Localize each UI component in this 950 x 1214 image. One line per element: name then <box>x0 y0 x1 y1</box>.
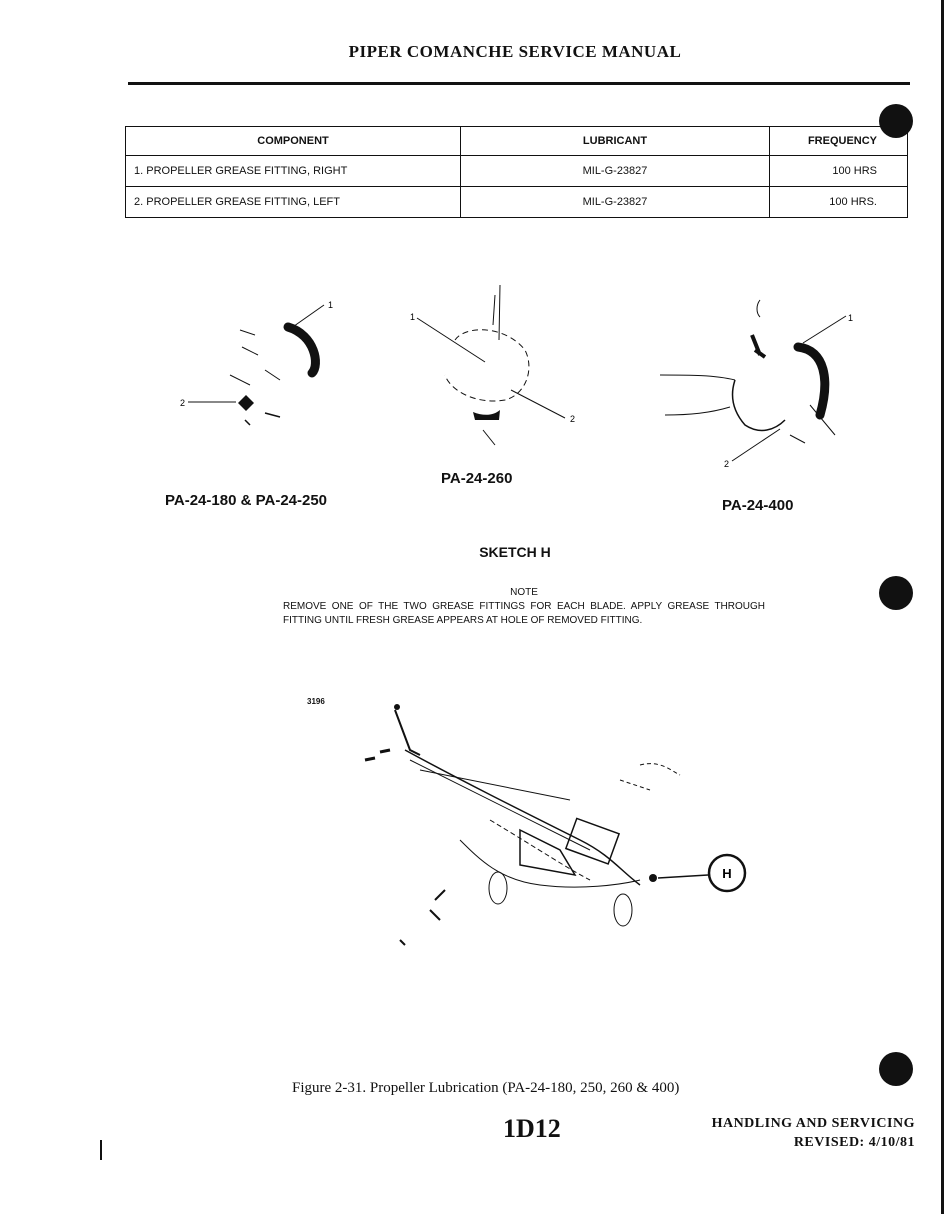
cell-lubricant: MIL-G-23827 <box>461 156 770 187</box>
propeller-hub-illustration-center <box>405 280 580 450</box>
figure-label-left: PA-24-180 & PA-24-250 <box>165 492 328 509</box>
binder-hole-mark <box>879 104 913 138</box>
callout-1: 1 <box>410 312 416 322</box>
figure-caption: Figure 2-31. Propeller Lubrication (PA-24-180, 250, 260 & 400) <box>292 1080 680 1096</box>
page-header-title: PIPER COMANCHE SERVICE MANUAL <box>348 42 682 61</box>
sketch-label: SKETCH H <box>479 544 551 560</box>
figure-label-center: PA-24-260 <box>441 470 513 487</box>
page-edge-line <box>941 0 944 1214</box>
lubrication-table <box>125 126 908 218</box>
revision-date: REVISED: 4/10/81 <box>793 1135 915 1150</box>
note-heading: NOTE <box>510 587 538 598</box>
cell-component: 1. PROPELLER GREASE FITTING, RIGHT <box>126 156 461 187</box>
page-identifier: 1D12 <box>503 1114 561 1143</box>
cell-frequency: 100 HRS <box>770 156 908 187</box>
table-header-row <box>126 127 908 156</box>
cell-lubricant: MIL-G-23827 <box>461 187 770 218</box>
figure-label-right: PA-24-400 <box>722 497 794 514</box>
column-header-component: COMPONENT <box>126 127 461 156</box>
callout-2: 2 <box>180 398 186 408</box>
callout-1: 1 <box>848 313 854 323</box>
section-name: HANDLING AND SERVICING <box>711 1116 915 1131</box>
table-row <box>126 187 908 218</box>
note-text: REMOVE ONE OF THE TWO GREASE FITTINGS FOR EACH BLADE. APPLY GREASE THROUGH FITTING UNTIL FRESH GREASE APPEARS AT HOLE OF REMOVED FITTING. <box>283 601 765 626</box>
callout-2: 2 <box>570 414 576 424</box>
drawing-number: 3196 <box>307 697 325 706</box>
binder-hole-mark <box>879 576 913 610</box>
propeller-hub-illustration-left <box>170 295 340 445</box>
callout-1: 1 <box>328 300 334 310</box>
propeller-hub-illustration-right <box>660 295 860 475</box>
margin-mark <box>100 1140 102 1160</box>
binder-hole-mark <box>879 1052 913 1086</box>
callout-h: H <box>722 866 732 881</box>
column-header-frequency: FREQUENCY <box>770 127 908 156</box>
header-rule <box>128 82 910 85</box>
table-row <box>126 156 908 187</box>
aircraft-assembly-illustration <box>340 680 760 980</box>
column-header-lubricant: LUBRICANT <box>461 127 770 156</box>
cell-component: 2. PROPELLER GREASE FITTING, LEFT <box>126 187 461 218</box>
cell-frequency: 100 HRS. <box>770 187 908 218</box>
callout-2: 2 <box>724 459 730 469</box>
